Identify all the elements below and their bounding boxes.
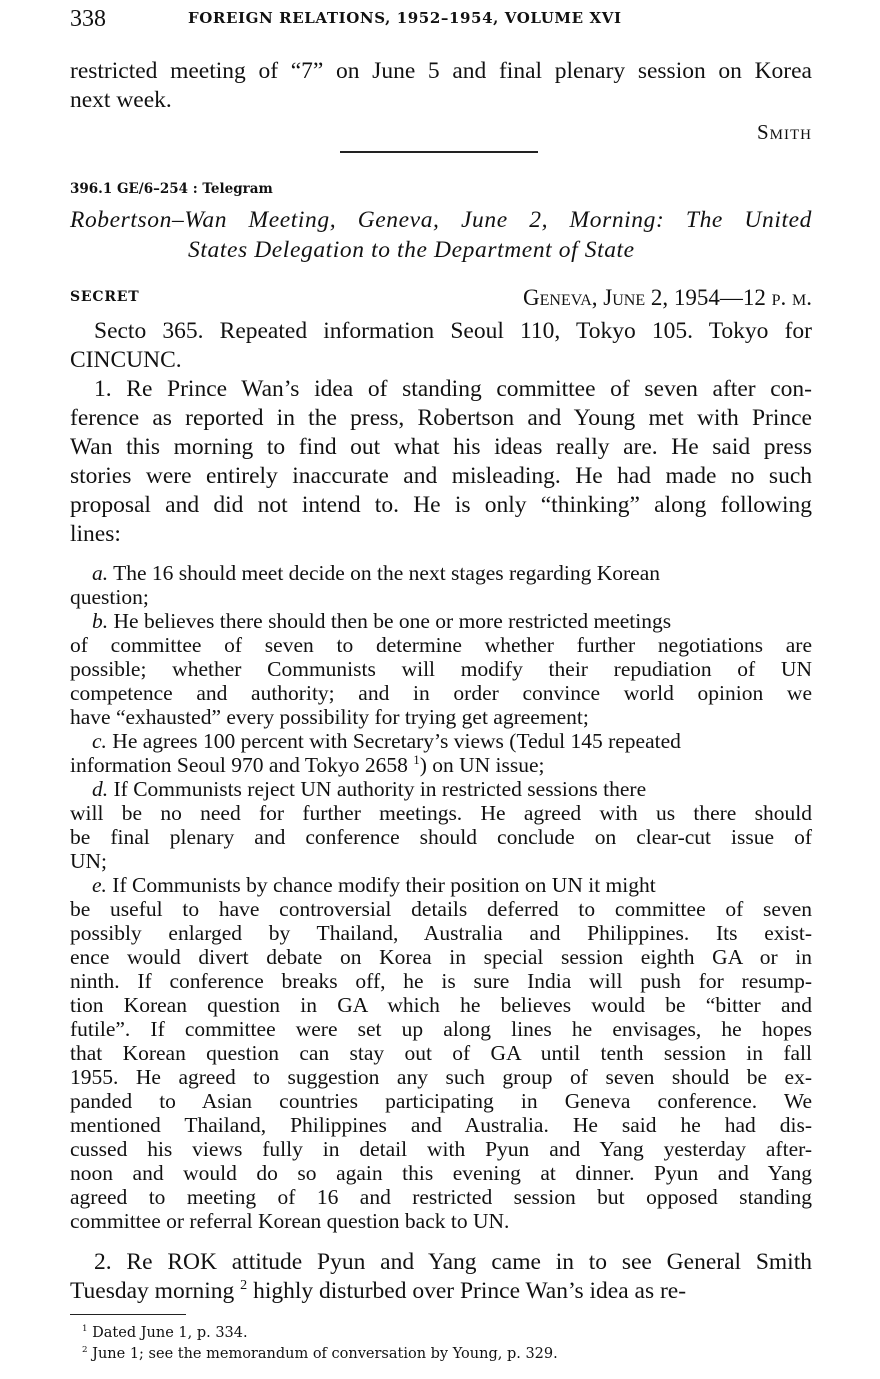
footnote-divider <box>70 1314 186 1315</box>
list-item-d <box>92 779 812 801</box>
paragraph-text: Tuesday morning <box>70 1278 235 1304</box>
item-text: He believes there should then be one or more restricted meetings <box>113 609 672 633</box>
item-text: He agrees 100 percent with Secretary’s views (Tedul 145 repeated <box>112 729 681 753</box>
paragraph-line: 2. Re ROK attitude Pyun and Yang came in to see General Smith <box>94 1249 812 1275</box>
list-item-line: that Korean question can stay out of GA until tenth session in fall <box>70 1041 812 1065</box>
list-item-line: UN; <box>70 849 108 873</box>
dateline: Geneva, June 2, 1954—12 p. m. <box>523 285 812 310</box>
list-item-line: agreed to meeting of 16 and restricted session but opposed standing <box>70 1185 812 1209</box>
footnote-mark: 1 <box>82 1324 88 1335</box>
running-title: FOREIGN RELATIONS, 1952–1954, VOLUME XVI <box>188 9 622 27</box>
item-label: d. <box>92 777 109 801</box>
item-label: a. <box>92 561 109 585</box>
item-label: b. <box>92 609 109 633</box>
footnote-mark: 2 <box>82 1345 88 1356</box>
prev-doc-line: restricted meeting of “7” on June 5 and final plenary session on Korea <box>70 58 812 84</box>
footnote <box>82 1325 248 1341</box>
footnote-text: Dated June 1, p. 334. <box>92 1325 248 1341</box>
list-item-line: question; <box>70 585 149 609</box>
list-item-line: ence would divert debate on Korea in special session eighth GA or in <box>70 945 812 969</box>
footnote <box>82 1346 558 1362</box>
list-item-line: 1955. He agreed to suggestion any such group of seven should be ex- <box>70 1065 812 1089</box>
list-item-line: committee or referral Korean question back to UN. <box>70 1209 510 1233</box>
signature: Smith <box>756 120 812 144</box>
item-text: If Communists by chance modify their position on UN it might <box>112 873 656 897</box>
paragraph-line: proposal and did not intend to. He is only “thinking” along following <box>70 492 812 518</box>
footnote-ref[interactable]: 2 <box>240 1277 248 1294</box>
list-item-c <box>92 731 812 753</box>
list-item-line: noon and would do so again this evening at dinner. Pyun and Yang <box>70 1161 812 1185</box>
list-item-line: futile”. If committee were set up along lines he envisages, he hopes <box>70 1017 812 1041</box>
telegram-intro-line: Secto 365. Repeated information Seoul 110, Tokyo 105. Tokyo for <box>94 318 812 344</box>
list-item-line: mentioned Thailand, Philippines and Australia. He said he had dis- <box>70 1113 812 1137</box>
section-divider <box>340 151 538 153</box>
list-item-line: possibly enlarged by Thailand, Australia and Philippines. Its exist- <box>70 921 812 945</box>
list-item-line: of committee of seven to determine whether further negotiations are <box>70 633 812 657</box>
document-id: 396.1 GE/6–254 : Telegram <box>70 181 273 197</box>
telegram-intro-line: CINCUNC. <box>70 347 182 373</box>
prev-doc-line: next week. <box>70 87 172 113</box>
document-page <box>70 0 812 1379</box>
list-item-line: competence and authority; and in order convince world opinion we <box>70 681 812 705</box>
paragraph-line: Wan this morning to find out what his ideas really are. He said press <box>70 434 812 460</box>
list-item-e <box>92 875 812 897</box>
list-item-line: panded to Asian countries participating in Geneva conference. We <box>70 1089 812 1113</box>
page-header <box>70 6 812 33</box>
item-text: information Seoul 970 and Tokyo 2658 <box>70 753 408 777</box>
document-title-line: Robertson–Wan Meeting, Geneva, June 2, Morning: The United <box>70 207 812 233</box>
paragraph-line: lines: <box>70 521 121 547</box>
list-item-line: be useful to have controversial details deferred to committee of seven <box>70 897 812 921</box>
item-text: The 16 should meet decide on the next stages regarding Korean <box>113 561 660 585</box>
list-item-line: ninth. If conference breaks off, he is sure India will push for resump- <box>70 969 812 993</box>
paragraph-line: 1. Re Prince Wan’s idea of standing committee of seven after con- <box>94 376 812 402</box>
item-label: e. <box>92 873 107 897</box>
list-item-line: will be no need for further meetings. He agreed with us there should <box>70 801 812 825</box>
item-label: c. <box>92 729 107 753</box>
list-item-line: possible; whether Communists will modify their repudiation of UN <box>70 657 812 681</box>
list-item-line: have “exhausted” every possibility for trying get agreement; <box>70 705 589 729</box>
classification-label: SECRET <box>70 289 140 305</box>
paragraph-text: highly disturbed over Prince Wan’s idea as re- <box>247 1278 687 1304</box>
list-item-a <box>92 563 812 585</box>
item-text: If Communists reject UN authority in restricted sessions there <box>113 777 647 801</box>
paragraph-line: ference as reported in the press, Robertson and Young met with Prince <box>70 405 812 431</box>
list-item-line: tion Korean question in GA which he believes would be “bitter and <box>70 993 812 1017</box>
page-number: 338 <box>70 6 106 32</box>
paragraph-line: stories were entirely inaccurate and misleading. He had made no such <box>70 463 812 489</box>
list-item-line: be final plenary and conference should conclude on clear-cut issue of <box>70 825 812 849</box>
list-item-b <box>92 611 812 633</box>
item-text: ) on UN issue; <box>419 753 545 777</box>
list-item-line: cussed his views fully in detail with Pyun and Yang yesterday after- <box>70 1137 812 1161</box>
footnote-ref[interactable]: 1 <box>413 752 420 767</box>
footnote-text: June 1; see the memorandum of conversation by Young, p. 329. <box>92 1346 558 1362</box>
list-item-line <box>70 752 812 777</box>
paragraph-line <box>70 1278 812 1305</box>
document-title-line: States Delegation to the Department of State <box>188 237 635 263</box>
